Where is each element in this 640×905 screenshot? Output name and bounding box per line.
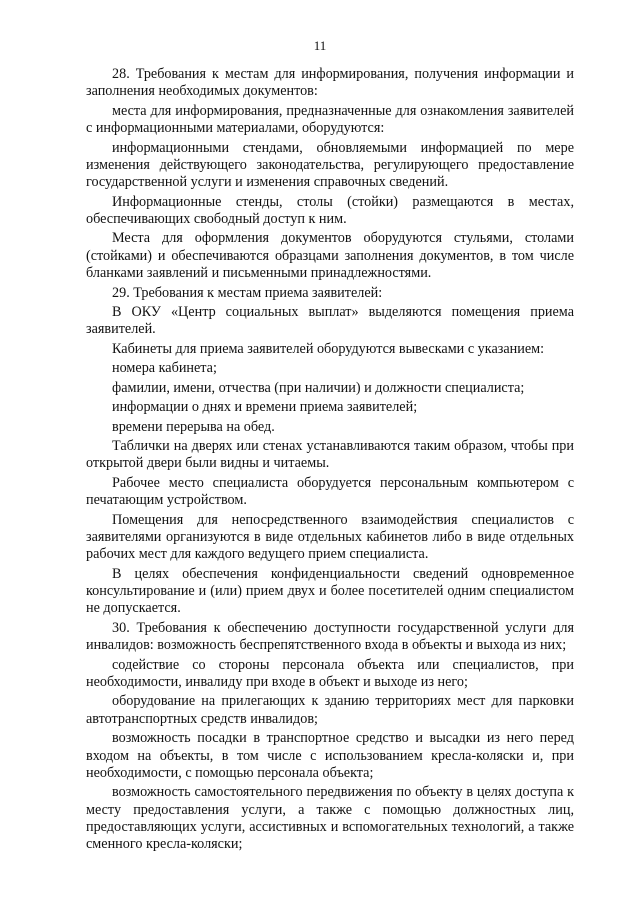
list-item: информации о днях и времени приема заявителей; — [112, 399, 418, 416]
paragraph-30-heading: 30. Требования к обеспечению доступности государственной услуги для инвалидов: возможность беспрепятственного входа в объекты и выхода из них; — [86, 619, 574, 654]
list-item: номера кабинета; — [112, 360, 217, 377]
list-item: возможность самостоятельного передвижения по объекту в целях доступа к месту предоставления услуги, а также с помощью должностных лиц, предоставляющих услуги, ассистивных и вспомогательных технологий, а также сменного кресла-коляски; — [86, 784, 574, 853]
paragraph-29-heading: 29. Требования к местам приема заявителей: — [112, 284, 383, 301]
paragraph: В целях обеспечения конфиденциальности сведений одновременное консультирование и (или) прием двух и более посетителей одним специалистом не допускается. — [86, 565, 574, 617]
paragraph: В ОКУ «Центр социальных выплат» выделяются помещения приема заявителей. — [86, 303, 574, 338]
paragraph: Таблички на дверях или стенах устанавливаются таким образом, чтобы при открытой двери были видны и читаемы. — [86, 438, 574, 472]
paragraph-28-heading: 28. Требования к местам для информирования, получения информации и заполнения необходимых документов: — [86, 66, 574, 100]
paragraph: Места для оформления документов оборудуются стульями, столами (стойками) и обеспечиваются образцами заполнения документов, в том числе бланками заявлений и письменными принадлежностями. — [86, 230, 574, 282]
document-body — [86, 66, 574, 856]
paragraph: Рабочее место специалиста оборудуется персональным компьютером с печатающим устройством. — [86, 474, 574, 509]
page-number: 11 — [313, 38, 327, 53]
list-item: оборудование на прилегающих к зданию территориях мест для парковки автотранспортных средств инвалидов; — [86, 693, 574, 727]
paragraph: места для информирования, предназначенные для ознакомления заявителей с информационными материалами, оборудуются: — [86, 102, 574, 137]
list-item: времени перерыва на обед. — [112, 418, 275, 435]
list-item: фамилии, имени, отчества (при наличии) и должности специалиста; — [112, 379, 525, 396]
paragraph: информационными стендами, обновляемыми информацией по мере изменения действующего законодательства, регулирующего предоставление государственной услуги и изменения справочных сведений. — [86, 139, 574, 191]
paragraph: Кабинеты для приема заявителей оборудуются вывесками с указанием: — [112, 340, 545, 357]
list-item: содействие со стороны персонала объекта или специалистов, при необходимости, инвалиду при входе в объект и выходе из него; — [86, 656, 574, 690]
paragraph: Информационные стенды, столы (стойки) размещаются в местах, обеспечивающих свободный доступ к ним. — [86, 193, 574, 227]
list-item: возможность посадки в транспортное средство и высадки из него перед входом на объекты, в том числе с использованием кресла-коляски и, при необходимости, с помощью персонала объекта; — [86, 730, 574, 781]
paragraph: Помещения для непосредственного взаимодействия специалистов с заявителями организуются в виде отдельных кабинетов либо в виде отдельных рабочих мест для каждого ведущего прием специалиста. — [86, 511, 574, 563]
